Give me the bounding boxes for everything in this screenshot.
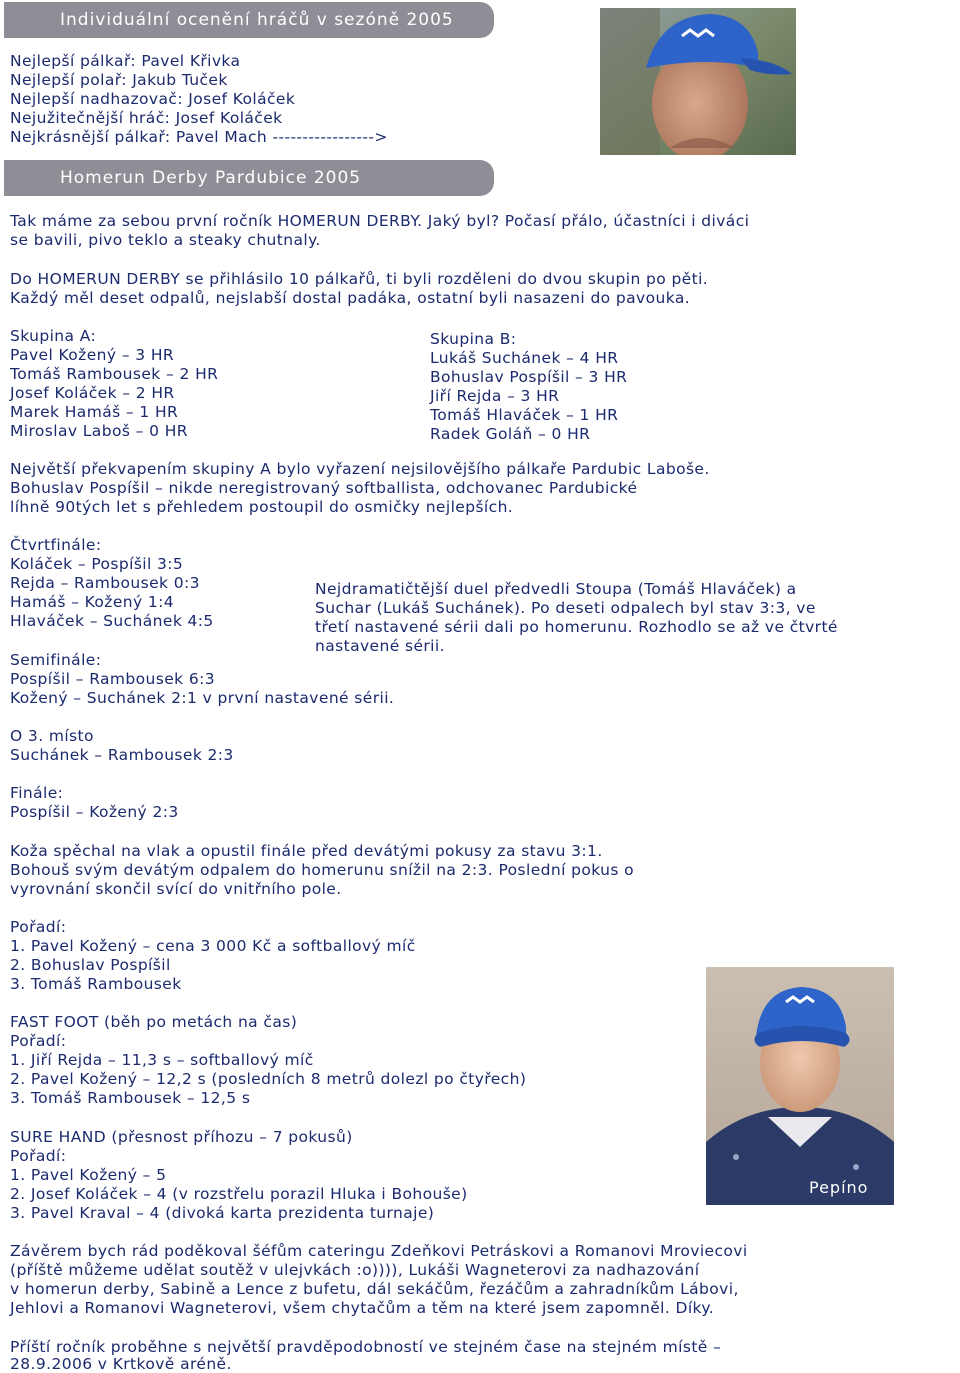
final-result: Pospíšil – Kožený 2:3 xyxy=(10,803,179,821)
third-place-title: O 3. místo xyxy=(10,727,94,745)
derby-banner xyxy=(4,160,494,196)
final-story-line-3: vyrovnání skončil svící do vnitřního pole. xyxy=(10,880,342,898)
player-portrait-photo xyxy=(600,8,796,155)
award-line-1: Nejlepší pálkař: Pavel Křivka xyxy=(10,52,241,70)
fast-foot-item: 1. Jiří Rejda – 11,3 s – softballový míč xyxy=(10,1051,314,1069)
duel-line-3: třetí nastavené sérii dali po homerunu. Rozhodlo se až ve čtvrté xyxy=(315,618,838,636)
ranking-title: Pořadí: xyxy=(10,918,67,936)
group-a-player: Tomáš Rambousek – 2 HR xyxy=(10,365,219,383)
fast-foot-item: 2. Pavel Kožený – 12,2 s (posledních 8 metrů dolezl po čtyřech) xyxy=(10,1070,527,1088)
award-line-5: Nejkrásnější pálkař: Pavel Mach -----------------> xyxy=(10,128,388,146)
duel-line-1: Nejdramatičtější duel předvedli Stoupa (Tomáš Hlaváček) a xyxy=(315,580,797,598)
duel-line-4: nastavené sérii. xyxy=(315,637,445,655)
quarterfinal-result: Hlaváček – Suchánek 4:5 xyxy=(10,612,214,630)
rules-line-1: Do HOMERUN DERBY se přihlásilo 10 pálkařů, ti byli rozděleni do dvou skupin po pěti. xyxy=(10,270,709,288)
fast-foot-subtitle: Pořadí: xyxy=(10,1032,67,1050)
fast-foot-title: FAST FOOT (běh po metách na čas) xyxy=(10,1013,298,1031)
semifinal-result: Pospíšil – Rambousek 6:3 xyxy=(10,670,216,688)
sure-hand-title: SURE HAND (přesnost příhozu – 7 pokusů) xyxy=(10,1128,353,1146)
sure-hand-item: 1. Pavel Kožený – 5 xyxy=(10,1166,167,1184)
group-b-player: Tomáš Hlaváček – 1 HR xyxy=(430,406,619,424)
third-place-result: Suchánek – Rambousek 2:3 xyxy=(10,746,234,764)
sure-hand-item: 2. Josef Koláček – 4 (v rozstřelu porazil Hluka i Bohouše) xyxy=(10,1185,468,1203)
semifinal-result: Kožený – Suchánek 2:1 v první nastavené sérii. xyxy=(10,689,395,707)
group-b-player: Lukáš Suchánek – 4 HR xyxy=(430,349,619,367)
surprise-line-1: Největší překvapením skupiny A bylo vyřazení nejsilovějšího pálkaře Pardubic Laboše. xyxy=(10,460,710,478)
group-a-player: Miroslav Laboš – 0 HR xyxy=(10,422,188,440)
award-line-3: Nejlepší nadhazovač: Josef Koláček xyxy=(10,90,296,108)
quarterfinal-result: Hamáš – Kožený 1:4 xyxy=(10,593,175,611)
surprise-line-3: líhně 90tých let s přehledem postoupil do osmičky nejlepších. xyxy=(10,498,514,516)
thanks-line-4: Jehlovi a Romanovi Wagneterovi, všem chytačům a těm na které jsem zapomněl. Díky. xyxy=(10,1299,715,1317)
group-a-player: Josef Koláček – 2 HR xyxy=(10,384,175,402)
thanks-line-3: v homerun derby, Sabině a Lence z bufetu, dál sekáčům, řezáčům a zahradníkům Lábovi, xyxy=(10,1280,739,1298)
next-year-line-2: 28.9.2006 v Krtkově aréně. xyxy=(10,1355,232,1373)
group-b-player: Jiří Rejda – 3 HR xyxy=(430,387,560,405)
surprise-line-2: Bohuslav Pospíšil – nikde neregistrovaný softballista, odchovanec Pardubické xyxy=(10,479,638,497)
final-story-line-1: Koža spěchal na vlak a opustil finále před devátými pokusy za stavu 3:1. xyxy=(10,842,603,860)
group-a-player: Marek Hamáš – 1 HR xyxy=(10,403,179,421)
ranking-item: 1. Pavel Kožený – cena 3 000 Kč a softballový míč xyxy=(10,937,416,955)
semifinals-title: Semifinále: xyxy=(10,651,102,669)
photo-caption: Pepíno xyxy=(809,1178,869,1197)
intro-line-2: se bavili, pivo teklo a steaky chutnaly. xyxy=(10,231,321,249)
quarterfinal-result: Koláček – Pospíšil 3:5 xyxy=(10,555,184,573)
award-line-4: Nejužitečnější hráč: Josef Koláček xyxy=(10,109,283,127)
award-line-2: Nejlepší polař: Jakub Tuček xyxy=(10,71,228,89)
awards-title: Individuální ocenění hráčů v sezóně 2005 xyxy=(60,10,454,30)
ranking-item: 3. Tomáš Rambousek xyxy=(10,975,182,993)
final-story-line-2: Bohouš svým devátým odpalem do homerunu snížil na 2:3. Poslední pokus o xyxy=(10,861,635,879)
ranking-item: 2. Bohuslav Pospíšil xyxy=(10,956,171,974)
duel-line-2: Suchar (Lukáš Suchánek). Po deseti odpalech byl stav 3:3, ve xyxy=(315,599,816,617)
group-b-title: Skupina B: xyxy=(430,330,517,348)
rules-line-2: Každý měl deset odpalů, nejslabší dostal padáka, ostatní byli nasazeni do pavouka. xyxy=(10,289,691,307)
fast-foot-item: 3. Tomáš Rambousek – 12,5 s xyxy=(10,1089,251,1107)
derby-title: Homerun Derby Pardubice 2005 xyxy=(60,168,362,188)
quarterfinal-result: Rejda – Rambousek 0:3 xyxy=(10,574,200,592)
sure-hand-item: 3. Pavel Kraval – 4 (divoká karta prezidenta turnaje) xyxy=(10,1204,435,1222)
thanks-line-1: Závěrem bych rád poděkoval šéfům cateringu Zdeňkovi Petráskovi a Romanovi Mroviecovi xyxy=(10,1242,748,1260)
group-a-title: Skupina A: xyxy=(10,327,97,345)
group-b-player: Radek Goláň – 0 HR xyxy=(430,425,591,443)
final-title: Finále: xyxy=(10,784,64,802)
intro-line-1: Tak máme za sebou první ročník HOMERUN DERBY. Jaký byl? Počasí přálo, účastníci i diváci xyxy=(10,212,750,230)
awards-banner xyxy=(4,2,494,38)
group-b-player: Bohuslav Pospíšil – 3 HR xyxy=(430,368,628,386)
pepino-photo xyxy=(706,967,894,1205)
thanks-line-2: (příště můžeme udělat soutěž v ulejvkách :o)))), Lukáši Wagneterovi za nadhazování xyxy=(10,1261,700,1279)
sure-hand-subtitle: Pořadí: xyxy=(10,1147,67,1165)
quarterfinals-title: Čtvrtfinále: xyxy=(10,536,102,554)
group-a-player: Pavel Kožený – 3 HR xyxy=(10,346,175,364)
next-year-line-1: Příští ročník proběhne s největší pravděpodobností ve stejném čase na stejném místě – xyxy=(10,1338,722,1356)
